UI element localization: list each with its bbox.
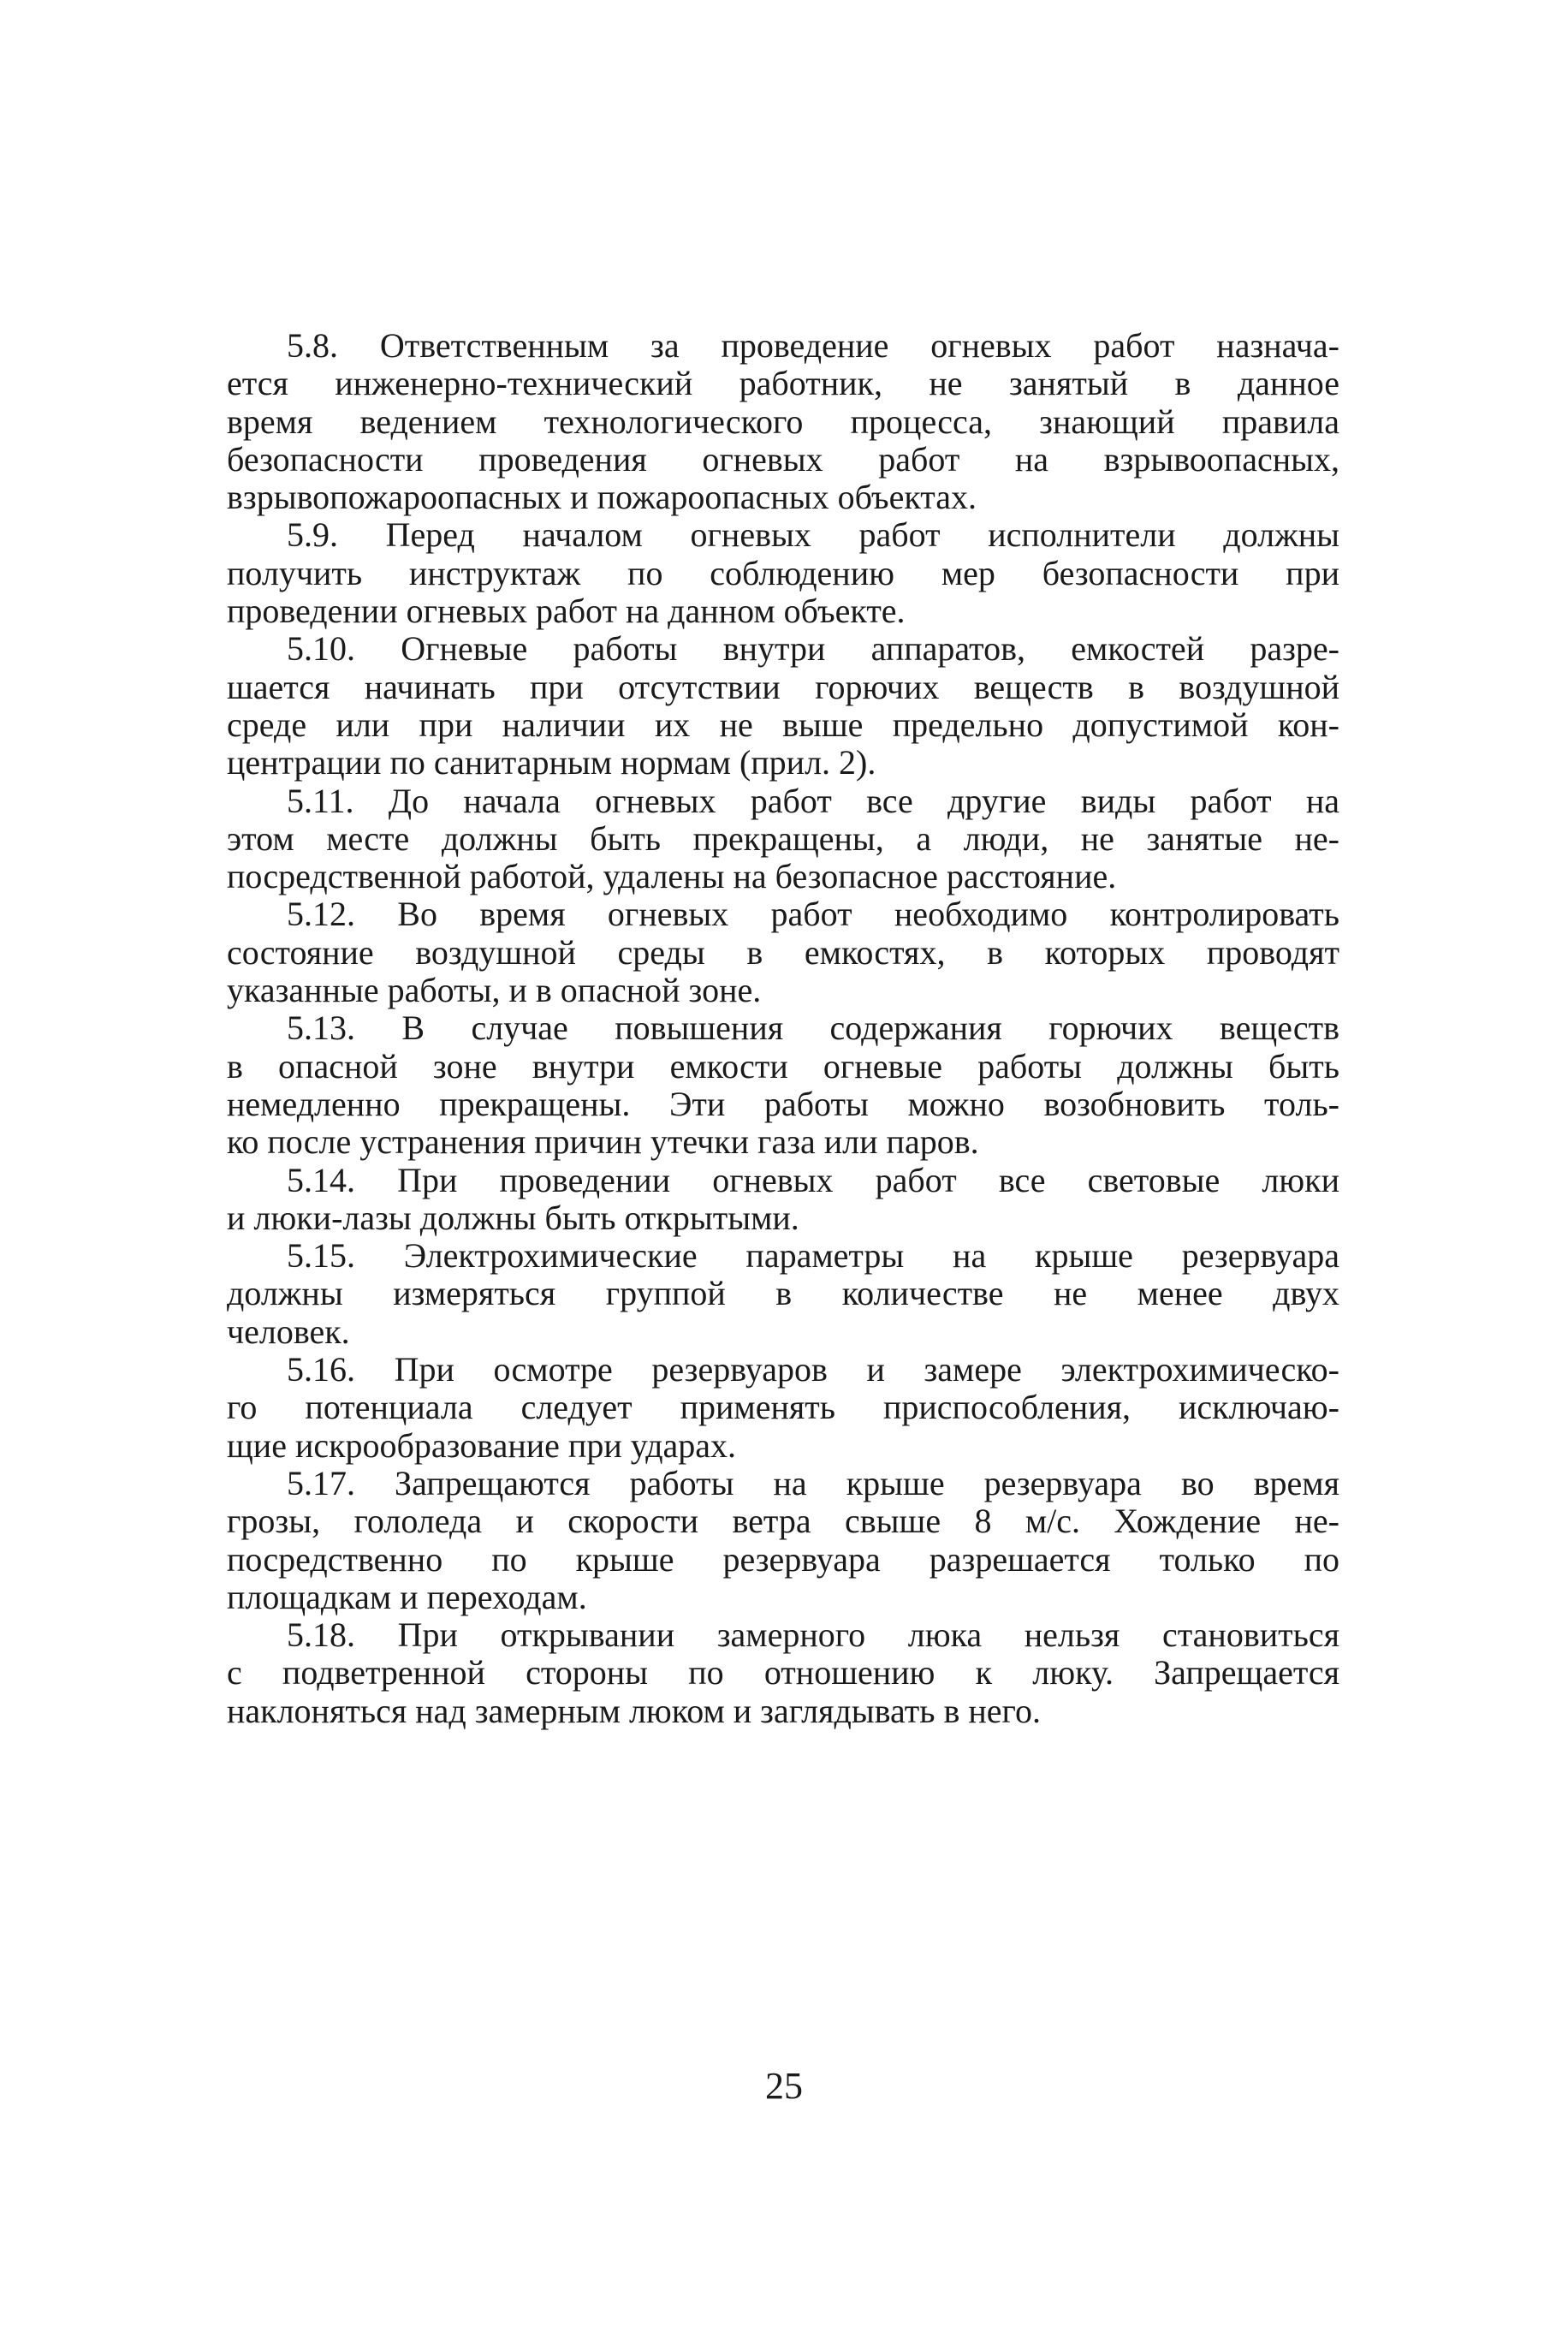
text-line: человек. xyxy=(227,1312,350,1351)
text-line: состояние воздушной среды в емкостях, в которых проводят xyxy=(227,932,1339,972)
text-line: 5.9. Перед началом огневых работ исполнители должны xyxy=(287,515,1339,555)
text-line: 5.16. При осмотре резервуаров и замере электрохимическо- xyxy=(287,1350,1339,1389)
text-line: указанные работы, и в опасной зоне. xyxy=(227,971,762,1010)
text-line: немедленно прекращены. Эти работы можно возобновить толь- xyxy=(227,1084,1339,1123)
body-text xyxy=(227,327,1339,1730)
text-line: в опасной зоне внутри емкости огневые работы должны быть xyxy=(227,1046,1339,1086)
text-line: шается начинать при отсутствии горючих веществ в воздушной xyxy=(227,667,1339,706)
text-line: центрации по санитарным нормам (прил. 2). xyxy=(227,743,876,782)
text-line: ется инженерно-технический работник, не занятый в данное xyxy=(227,364,1339,403)
paragraph-5-18 xyxy=(227,1616,1339,1730)
paragraph-5-14 xyxy=(227,1162,1339,1238)
text-line: ко после устранения причин утечки газа или паров. xyxy=(227,1122,979,1162)
text-line: получить инструктаж по соблюдению мер безопасности при xyxy=(227,553,1339,592)
text-line: 5.13. В случае повышения содержания горючих веществ xyxy=(287,1008,1339,1048)
text-line: среде или при наличии их не выше предельно допустимой кон- xyxy=(227,705,1339,744)
text-line: должны измеряться группой в количестве не менее двух xyxy=(227,1274,1339,1313)
text-line: этом месте должны быть прекращены, а люди, не занятые не- xyxy=(227,818,1339,858)
paragraph-5-16 xyxy=(227,1351,1339,1465)
paragraph-5-12 xyxy=(227,895,1339,1009)
text-line: время ведением технологического процесса, знающий правила xyxy=(227,402,1339,441)
paragraph-5-17 xyxy=(227,1465,1339,1616)
text-line: 5.10. Огневые работы внутри аппаратов, емкостей разре- xyxy=(287,629,1339,669)
text-line: посредственно по крыше резервуара разрешается только по xyxy=(227,1539,1339,1579)
paragraph-5-11 xyxy=(227,782,1339,896)
text-line: с подветренной стороны по отношению к люку. Запрещается xyxy=(227,1653,1339,1692)
text-line: 5.12. Во время огневых работ необходимо контролировать xyxy=(287,895,1339,934)
paragraph-5-8 xyxy=(227,327,1339,516)
text-line: 5.11. До начала огневых работ все другие виды работ на xyxy=(287,781,1339,820)
text-line: щие искрообразование при ударах. xyxy=(227,1425,737,1465)
page-number: 25 xyxy=(765,2065,803,2107)
text-line: 5.14. При проведении огневых работ все световые люки xyxy=(287,1160,1339,1199)
paragraph-5-10 xyxy=(227,630,1339,782)
text-line: 5.17. Запрещаются работы на крыше резервуара во время xyxy=(287,1463,1339,1502)
text-line: площадкам и переходам. xyxy=(227,1577,587,1616)
text-line: грозы, гололеда и скорости ветра свыше 8 м/с. Хождение не- xyxy=(227,1502,1339,1541)
text-line: наклоняться над замерным люком и заглядывать в него. xyxy=(227,1691,1041,1730)
text-line: 5.8. Ответственным за проведение огневых работ назнача- xyxy=(287,326,1339,365)
text-line: го потенциала следует применять приспособления, исключаю- xyxy=(227,1388,1339,1427)
text-line: безопасности проведения огневых работ на взрывоопасных, xyxy=(227,439,1339,479)
text-line: взрывопожароопасных и пожароопасных объектах. xyxy=(227,478,977,517)
text-line: проведении огневых работ на данном объекте. xyxy=(227,592,906,631)
text-line: посредственной работой, удалены на безопасное расстояние. xyxy=(227,857,1117,896)
text-line: 5.15. Электрохимические параметры на крыше резервуара xyxy=(287,1236,1339,1276)
paragraph-5-13 xyxy=(227,1009,1339,1161)
text-line: и люки-лазы должны быть открытыми. xyxy=(227,1198,799,1237)
text-line: 5.18. При открывании замерного люка нельзя становиться xyxy=(287,1615,1339,1655)
paragraph-5-9 xyxy=(227,516,1339,630)
paragraph-5-15 xyxy=(227,1237,1339,1351)
